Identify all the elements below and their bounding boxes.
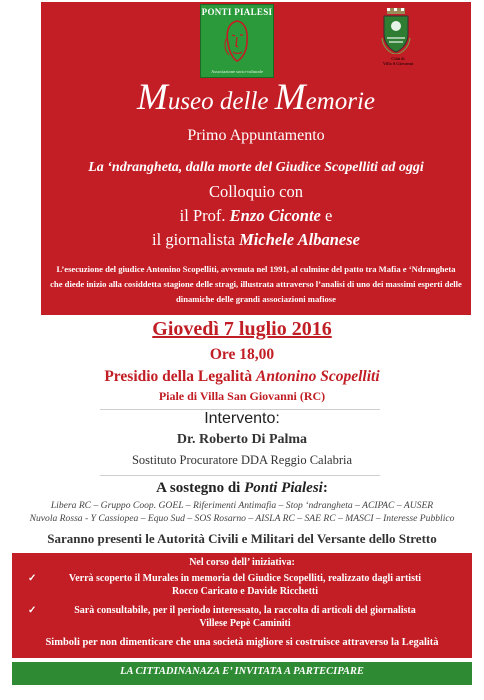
crest-caption-line1: Città di (391, 56, 405, 61)
support-heading-name: Ponti Pialesi (244, 480, 323, 496)
intervention-speaker: Dr. Roberto Di Palma (176, 432, 308, 447)
title-part-1: useo delle (167, 88, 275, 115)
intervention-role: Sostituto Procuratore DDA Reggio Calabria (131, 453, 353, 467)
speaker-2-line (41, 230, 471, 250)
event-subtitle: Primo Appuntamento (187, 127, 325, 144)
speaker-2-name: Michele Albanese (239, 230, 360, 249)
invitation-text: LA CITTADINANAZA E’ INVITATA A PARTECIPARE (120, 666, 364, 677)
place-prefix: Presidio della Legalità (104, 368, 257, 385)
colloquio-label: Colloquio con (209, 182, 303, 201)
authorities-note: Saranno presenti le Autorità Civili e Militari del Versante dello Stretto (47, 531, 437, 546)
event-date (0, 318, 484, 341)
support-heading-prefix: A sostegno di (156, 480, 245, 496)
speaker-1-line (41, 206, 471, 226)
check-icon: ✓ (28, 573, 37, 584)
logo-title: PONTI PIALESI (201, 7, 273, 17)
initiative-item-1-line-2: Rocco Caricato e Davide Ricchetti (171, 586, 319, 597)
initiative-item-2-line-1: Sarà consultabile, per il periodo interessato, la raccolta di articoli del giornalista (74, 605, 416, 616)
initiative-item-2 (30, 604, 460, 630)
initiative-item-2-line-2: Villese Pepè Caminiti (199, 618, 291, 629)
event-topic: La ‘ndrangheta, dalla morte del Giudice Scopelliti ad oggi (88, 160, 424, 175)
crest-caption-line2: Villa S.Giovanni (382, 61, 414, 66)
speaker-1-prefix: il Prof. (179, 206, 230, 225)
event-title (41, 76, 471, 119)
divider (100, 475, 380, 476)
face-sketch-icon (223, 19, 251, 63)
title-part-2: emorie (305, 88, 375, 115)
support-heading (0, 480, 484, 497)
title-initial-1: M (137, 77, 168, 118)
event-date-text: Giovedì 7 luglio 2016 (152, 318, 332, 340)
event-time: Ore 18,00 (209, 346, 275, 363)
ponti-pialesi-logo (200, 4, 274, 78)
support-list-line-1: Libera RC – Gruppo Coop. GOEL – Riferimenti Antimafia – Stop ‘ndrangheta – ACIPAC – AUSER (50, 500, 434, 511)
initiative-heading: Nel corso dell’ iniziativa: (189, 557, 295, 568)
initiative-item-1 (30, 572, 460, 598)
place-name: Antonino Scopelliti (256, 368, 380, 385)
speaker-1-name: Enzo Ciconte (229, 206, 321, 225)
initiative-item-1-line-1: Verrà scoperto il Murales in memoria del Giudice Scopelliti, realizzato dagli artisti (68, 573, 422, 584)
check-icon: ✓ (28, 605, 37, 616)
event-address: Piale di Villa San Giovanni (RC) (158, 389, 326, 403)
initiative-footer: Simboli per non dimenticare che una società migliore si costruisce attraverso la Legalità (45, 637, 439, 648)
intervention-heading: Intervento: (204, 410, 280, 427)
event-place (0, 368, 484, 386)
support-heading-suffix: : (322, 480, 328, 496)
event-description: L’esecuzione del giudice Antonino Scopelliti, avvenuta nel 1991, al culmine del patto tra Mafia e ‘Ndrangheta che diede inizio alla cosiddetta stagione delle stragi, illustrata attraverso l’analisi di uno dei massimi esperti delle dinamiche delle grandi associazioni mafiose (50, 264, 462, 304)
city-crest-icon (381, 8, 411, 54)
speaker-2-prefix: il giornalista (152, 230, 240, 249)
city-crest-caption (378, 56, 418, 66)
logo-subtitle: Associazione socio-culturale (211, 69, 263, 74)
title-initial-2: M (274, 77, 306, 118)
speaker-1-suffix: e (320, 206, 333, 225)
support-list-line-2: Nuvola Rossa - Y Cassiopea – Equo Sud – SOS Rosarno – AISLA RC – SAE RC – MASCI – Interesse Pubblico (29, 513, 455, 524)
